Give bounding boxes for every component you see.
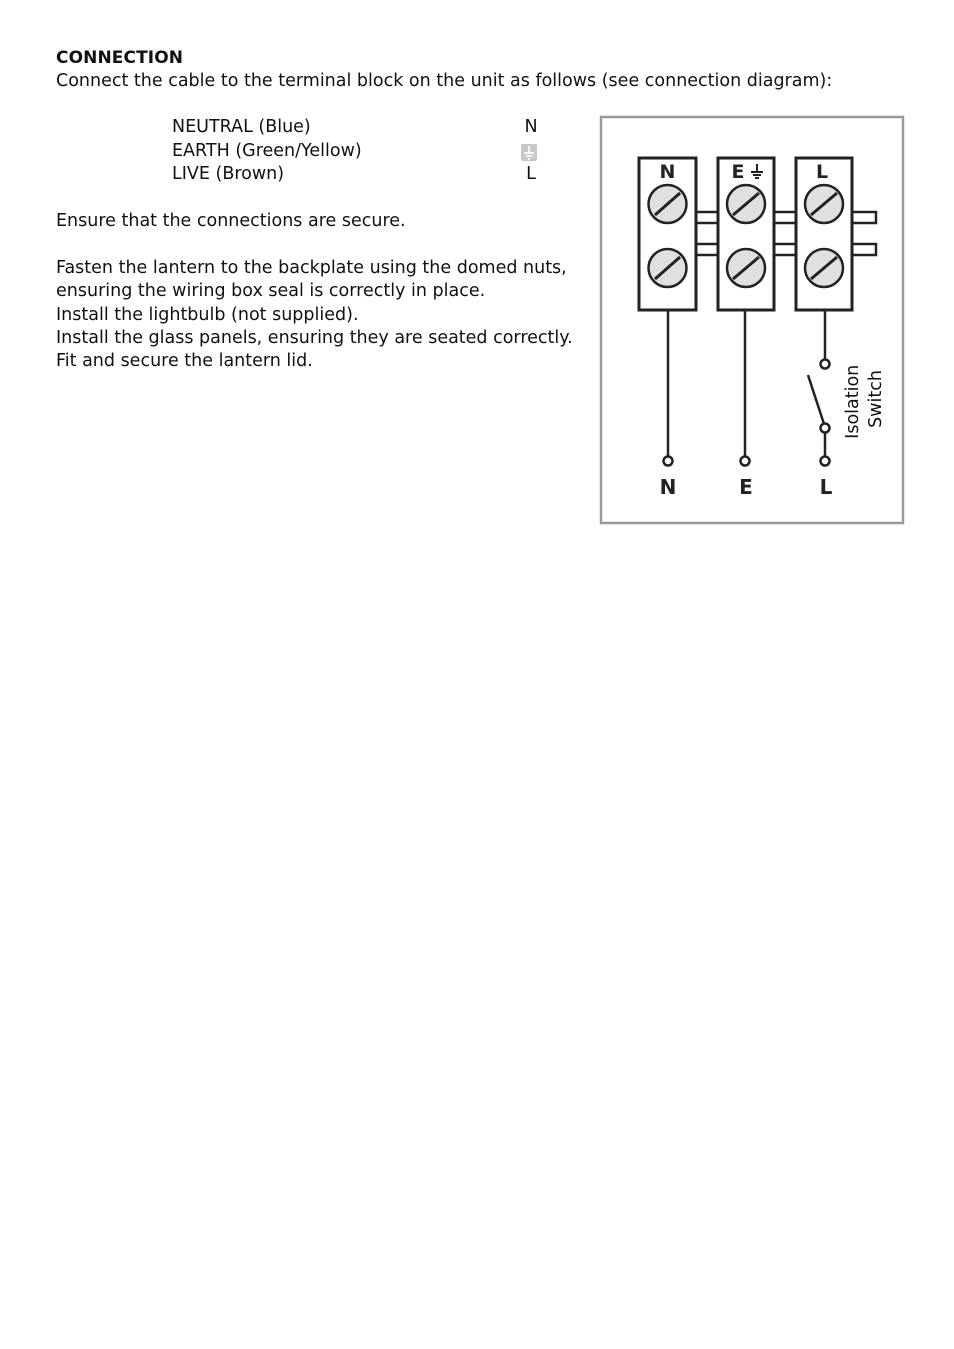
instruction-line: Fasten the lantern to the backplate using the domed nuts, [56,258,567,278]
instruction-line: Install the lightbulb (not supplied). [56,304,359,325]
wire-label-neutral: N [659,475,677,499]
instruction-line: Install the glass panels, ensuring they are seated correctly. [56,327,573,348]
wire-label-live: L [819,475,833,499]
wiring-legend [172,117,552,188]
terminal-label: L [815,161,829,183]
instruction-line: ensuring the wiring box seal is correctly in place. [56,281,486,302]
diagram-svg [598,114,906,538]
terminal-label: N [659,161,676,183]
terminal-neutral [639,158,696,310]
terminal-earth [718,158,774,310]
connection-diagram [598,114,906,538]
wire-label-earth: E [739,475,753,499]
switch-label-line: Isolation [843,364,863,439]
secure-note: Ensure that the connections are secure. [56,211,406,231]
legend-row-live [172,164,552,188]
legend-row-earth [172,141,552,165]
legend-symbol: N [524,117,538,137]
section-heading: CONNECTION [56,48,184,68]
legend-label: EARTH (Green/Yellow) [172,140,362,161]
instruction-line: Fit and secure the lantern lid. [56,351,313,372]
earth-symbol-icon [519,143,539,163]
terminal-live [796,158,852,310]
legend-symbol: L [526,164,536,184]
terminal-label: E [731,161,745,183]
legend-label: NEUTRAL (Blue) [172,117,311,137]
instruction-steps [56,257,573,373]
switch-label-line: Switch [866,370,886,428]
legend-row-neutral [172,117,552,141]
intro-text: Connect the cable to the terminal block on the unit as follows (see connection diagram): [56,71,833,91]
legend-label: LIVE (Brown) [172,164,285,184]
